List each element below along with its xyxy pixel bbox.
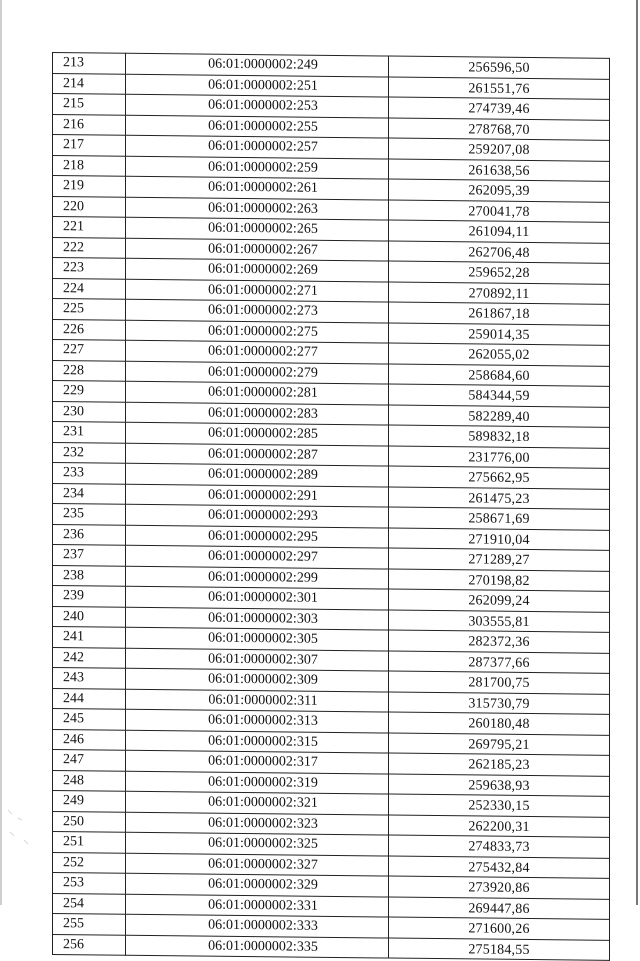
row-number-cell: 230: [53, 401, 126, 422]
row-number-cell: 234: [53, 483, 126, 504]
row-number-cell: 217: [53, 135, 126, 156]
value-cell: 287377,66: [389, 651, 610, 674]
cadastral-number-cell: 06:01:0000002:273: [126, 299, 389, 322]
cadastral-number-cell: 06:01:0000002:263: [126, 197, 389, 220]
value-cell: 269447,86: [389, 897, 610, 920]
cadastral-number-cell: 06:01:0000002:317: [126, 750, 389, 773]
value-cell: 281700,75: [389, 671, 610, 694]
value-cell: 260180,48: [389, 712, 610, 735]
row-number-cell: 224: [53, 278, 126, 299]
value-cell: 262200,31: [389, 815, 610, 838]
row-number-cell: 254: [53, 893, 126, 914]
cadastral-number-cell: 06:01:0000002:251: [126, 74, 389, 97]
cadastral-number-cell: 06:01:0000002:257: [126, 135, 389, 158]
row-number-cell: 221: [53, 217, 126, 238]
cadastral-number-cell: 06:01:0000002:267: [126, 238, 389, 261]
row-number-cell: 248: [53, 770, 126, 791]
cadastral-number-cell: 06:01:0000002:259: [126, 156, 389, 179]
row-number-cell: 222: [53, 237, 126, 258]
cadastral-number-cell: 06:01:0000002:279: [126, 361, 389, 384]
row-number-cell: 251: [53, 832, 126, 853]
value-cell: 256596,50: [389, 56, 610, 79]
cadastral-number-cell: 06:01:0000002:299: [126, 566, 389, 589]
value-cell: 274739,46: [389, 97, 610, 120]
value-cell: 271910,04: [389, 528, 610, 551]
row-number-cell: 227: [53, 340, 126, 361]
cadastral-number-cell: 06:01:0000002:287: [126, 443, 389, 466]
cadastral-number-cell: 06:01:0000002:295: [126, 525, 389, 548]
row-number-cell: 223: [53, 258, 126, 279]
cadastral-number-cell: 06:01:0000002:297: [126, 545, 389, 568]
row-number-cell: 247: [53, 750, 126, 771]
cadastral-number-cell: 06:01:0000002:275: [126, 320, 389, 343]
row-number-cell: 243: [53, 668, 126, 689]
cadastral-number-cell: 06:01:0000002:291: [126, 484, 389, 507]
value-cell: 582289,40: [389, 405, 610, 428]
scan-noise-marks: [4, 800, 40, 860]
value-cell: 259652,28: [389, 261, 610, 284]
cadastral-number-cell: 06:01:0000002:331: [126, 894, 389, 917]
row-number-cell: 249: [53, 791, 126, 812]
value-cell: 261551,76: [389, 77, 610, 100]
cadastral-number-cell: 06:01:0000002:323: [126, 812, 389, 835]
cadastral-number-cell: 06:01:0000002:269: [126, 258, 389, 281]
row-number-cell: 236: [53, 524, 126, 545]
value-cell: 259638,93: [389, 774, 610, 797]
page-edge-right: [636, 0, 638, 905]
table-body: [53, 53, 610, 961]
row-number-cell: 216: [53, 114, 126, 135]
cadastral-number-cell: 06:01:0000002:265: [126, 217, 389, 240]
value-cell: 275432,84: [389, 856, 610, 879]
cadastral-number-cell: 06:01:0000002:271: [126, 279, 389, 302]
cadastral-number-cell: 06:01:0000002:277: [126, 340, 389, 363]
value-cell: 262185,23: [389, 753, 610, 776]
value-cell: 258671,69: [389, 507, 610, 530]
cadastral-number-cell: 06:01:0000002:329: [126, 873, 389, 896]
cadastral-number-cell: 06:01:0000002:309: [126, 668, 389, 691]
row-number-cell: 213: [53, 53, 126, 74]
row-number-cell: 237: [53, 545, 126, 566]
cadastral-number-cell: 06:01:0000002:249: [126, 53, 389, 76]
cadastral-number-cell: 06:01:0000002:301: [126, 586, 389, 609]
cadastral-number-cell: 06:01:0000002:289: [126, 463, 389, 486]
cadastral-number-cell: 06:01:0000002:253: [126, 94, 389, 117]
value-cell: 262706,48: [389, 241, 610, 264]
value-cell: 258684,60: [389, 364, 610, 387]
cadastral-number-cell: 06:01:0000002:333: [126, 914, 389, 937]
row-number-cell: 215: [53, 94, 126, 115]
value-cell: 589832,18: [389, 425, 610, 448]
value-cell: 584344,59: [389, 384, 610, 407]
row-number-cell: 240: [53, 606, 126, 627]
value-cell: 261475,23: [389, 487, 610, 510]
cadastral-number-cell: 06:01:0000002:307: [126, 648, 389, 671]
row-number-cell: 226: [53, 319, 126, 340]
value-cell: 262099,24: [389, 589, 610, 612]
cadastral-number-cell: 06:01:0000002:319: [126, 771, 389, 794]
row-number-cell: 232: [53, 442, 126, 463]
row-number-cell: 233: [53, 463, 126, 484]
value-cell: 259207,08: [389, 138, 610, 161]
value-cell: 273920,86: [389, 876, 610, 899]
cadastral-number-cell: 06:01:0000002:321: [126, 791, 389, 814]
row-number-cell: 245: [53, 709, 126, 730]
row-number-cell: 229: [53, 381, 126, 402]
value-cell: 270892,11: [389, 282, 610, 305]
value-cell: 282372,36: [389, 630, 610, 653]
row-number-cell: 228: [53, 360, 126, 381]
row-number-cell: 219: [53, 176, 126, 197]
row-number-cell: 242: [53, 647, 126, 668]
value-cell: 262055,02: [389, 343, 610, 366]
row-number-cell: 225: [53, 299, 126, 320]
row-number-cell: 252: [53, 852, 126, 873]
value-cell: 275184,55: [389, 938, 610, 961]
cadastral-number-cell: 06:01:0000002:261: [126, 176, 389, 199]
cadastral-number-cell: 06:01:0000002:313: [126, 709, 389, 732]
value-cell: 270041,78: [389, 200, 610, 223]
cadastral-values-table: [52, 52, 610, 961]
value-cell: 269795,21: [389, 733, 610, 756]
value-cell: 262095,39: [389, 179, 610, 202]
row-number-cell: 235: [53, 504, 126, 525]
cadastral-number-cell: 06:01:0000002:281: [126, 381, 389, 404]
row-number-cell: 246: [53, 729, 126, 750]
cadastral-number-cell: 06:01:0000002:335: [126, 935, 389, 958]
row-number-cell: 256: [53, 934, 126, 955]
cadastral-number-cell: 06:01:0000002:325: [126, 832, 389, 855]
value-cell: 271600,26: [389, 917, 610, 940]
value-cell: 303555,81: [389, 610, 610, 633]
value-cell: 270198,82: [389, 569, 610, 592]
row-number-cell: 255: [53, 914, 126, 935]
cadastral-number-cell: 06:01:0000002:283: [126, 402, 389, 425]
row-number-cell: 253: [53, 873, 126, 894]
row-number-cell: 250: [53, 811, 126, 832]
cadastral-number-cell: 06:01:0000002:311: [126, 689, 389, 712]
document-table-container: [52, 52, 610, 961]
value-cell: 261094,11: [389, 220, 610, 243]
cadastral-number-cell: 06:01:0000002:303: [126, 607, 389, 630]
value-cell: 261638,56: [389, 159, 610, 182]
row-number-cell: 238: [53, 565, 126, 586]
value-cell: 275662,95: [389, 466, 610, 489]
cadastral-number-cell: 06:01:0000002:293: [126, 504, 389, 527]
cadastral-number-cell: 06:01:0000002:327: [126, 853, 389, 876]
row-number-cell: 220: [53, 196, 126, 217]
row-number-cell: 214: [53, 73, 126, 94]
value-cell: 274833,73: [389, 835, 610, 858]
row-number-cell: 239: [53, 586, 126, 607]
value-cell: 261867,18: [389, 302, 610, 325]
value-cell: 315730,79: [389, 692, 610, 715]
value-cell: 231776,00: [389, 446, 610, 469]
cadastral-number-cell: 06:01:0000002:315: [126, 730, 389, 753]
row-number-cell: 218: [53, 155, 126, 176]
value-cell: 278768,70: [389, 118, 610, 141]
page-edge-left: [0, 0, 2, 905]
cadastral-number-cell: 06:01:0000002:285: [126, 422, 389, 445]
value-cell: 252330,15: [389, 794, 610, 817]
row-number-cell: 241: [53, 627, 126, 648]
value-cell: 259014,35: [389, 323, 610, 346]
cadastral-number-cell: 06:01:0000002:255: [126, 115, 389, 138]
row-number-cell: 231: [53, 422, 126, 443]
value-cell: 271289,27: [389, 548, 610, 571]
cadastral-number-cell: 06:01:0000002:305: [126, 627, 389, 650]
row-number-cell: 244: [53, 688, 126, 709]
